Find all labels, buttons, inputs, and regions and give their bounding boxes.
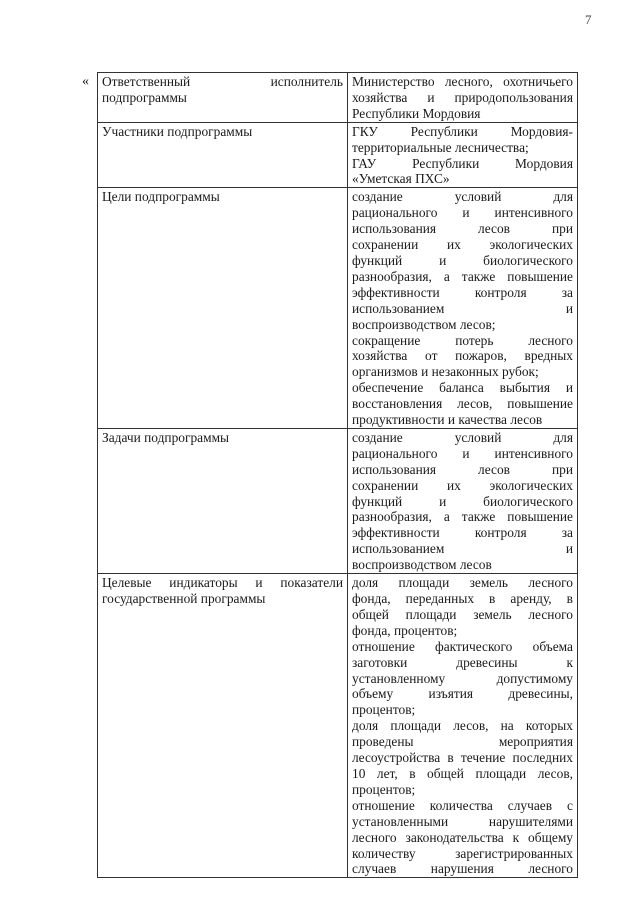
row-value-line: использования лесов при — [352, 461, 573, 477]
row-label-line: Участники подпрограммы — [102, 123, 253, 139]
row-value — [348, 574, 578, 878]
row-label-line: Задачи подпрограммы — [102, 429, 230, 445]
row-value-line: функций и биологического — [352, 493, 573, 509]
row-label-line: государственной программы — [102, 591, 266, 606]
row-value-line: разнообразия, а также повышение — [352, 509, 573, 525]
row-value-line: воспроизводством лесов — [352, 557, 492, 573]
row-value-line: сохранении их экологических — [352, 237, 573, 253]
row-value — [348, 73, 578, 123]
row-value-line: процентов; — [352, 781, 416, 797]
row-label — [98, 574, 348, 878]
row-value-line: установленными нарушителями — [352, 813, 573, 829]
row-value-line: фонда, процентов; — [352, 622, 458, 638]
row-value-line: сокращение потерь лесного — [352, 332, 573, 348]
table-row-tasks — [98, 428, 578, 573]
row-value-line: случаев нарушения лесного — [352, 861, 573, 877]
row-value-line: отношение фактического объема — [352, 638, 573, 654]
row-value-line: функций и биологического — [352, 252, 573, 268]
row-value-line: использования лесов при — [352, 221, 573, 237]
row-value-line: установленному допустимому — [352, 670, 573, 686]
row-label — [98, 428, 348, 573]
row-value-line: разнообразия, а также повышение — [352, 268, 573, 284]
row-value-line: 10 лет, в общей площади лесов, — [352, 765, 573, 781]
row-value-line: количеству зарегистрированных — [352, 845, 573, 861]
row-value-line: эффективности контроля за — [352, 525, 573, 541]
table-row-target-indicators — [98, 574, 578, 878]
row-value-line: отношение количества случаев с — [352, 797, 573, 813]
row-value-line: обеспечение баланса выбытия и — [352, 380, 573, 396]
row-value-line: фонда, переданных в аренду, в — [352, 591, 573, 606]
row-value-line: хозяйства и природопользования — [352, 89, 573, 105]
row-value-line: Республики Мордовия — [352, 105, 481, 121]
row-value-line: создание условий для — [352, 189, 573, 205]
table-row-participants — [98, 122, 578, 188]
row-value-line: продуктивности и качества лесов — [352, 412, 543, 428]
row-label — [98, 122, 348, 188]
row-value-line: организмов и незаконных рубок; — [352, 364, 539, 380]
row-value-line: ГАУ Республики Мордовия — [352, 155, 573, 171]
opening-quote-mark: « — [82, 74, 89, 89]
row-label-line: Ответственный исполнитель — [102, 74, 343, 89]
page-number: 7 — [585, 12, 592, 27]
row-value-line: использованием и — [352, 541, 573, 557]
subprogram-passport-table — [97, 72, 578, 878]
row-value-line: рационального и интенсивного — [352, 205, 573, 221]
table-row-responsible-executor — [98, 73, 578, 123]
row-value-line: ГКУ Республики Мордовия- — [352, 123, 573, 139]
row-value-line: хозяйства от пожаров, вредных — [352, 348, 573, 364]
row-value-line: общей площади земель лесного — [352, 606, 573, 622]
row-value-line: воспроизводством лесов; — [352, 316, 496, 332]
row-value-line: рационального и интенсивного — [352, 445, 573, 461]
row-value-line: доля площади лесов, на которых — [352, 718, 573, 734]
row-value-line: создание условий для — [352, 429, 573, 445]
row-value-line: сохранении их экологических — [352, 477, 573, 493]
row-value-line: восстановления лесов, повышение — [352, 396, 573, 412]
row-label — [98, 188, 348, 429]
row-value — [348, 428, 578, 573]
row-value-line: проведены мероприятия — [352, 734, 573, 750]
row-value-line: доля площади земель лесного — [352, 575, 573, 591]
row-value-line: процентов; — [352, 702, 416, 718]
row-value-line: использованием и — [352, 300, 573, 316]
row-label-line: Целевые индикаторы и показатели — [102, 575, 343, 591]
row-value-line: эффективности контроля за — [352, 284, 573, 300]
row-value-line: лесного законодательства к общему — [352, 829, 573, 845]
row-value-line: Министерство лесного, охотничьего — [352, 74, 573, 89]
row-value — [348, 188, 578, 429]
row-label-line: Цели подпрограммы — [102, 189, 220, 205]
row-value-line: территориальные лесничества; — [352, 139, 529, 155]
row-value-line: лесоустройства в течение последних — [352, 750, 573, 766]
table-row-goals — [98, 188, 578, 429]
row-value-line: объему изъятия древесины, — [352, 686, 573, 702]
row-label-line: подпрограммы — [102, 89, 187, 105]
row-value-line: «Уметская ПХС» — [352, 171, 450, 187]
row-value-line: заготовки древесины к — [352, 654, 573, 670]
row-value — [348, 122, 578, 188]
row-label — [98, 73, 348, 123]
